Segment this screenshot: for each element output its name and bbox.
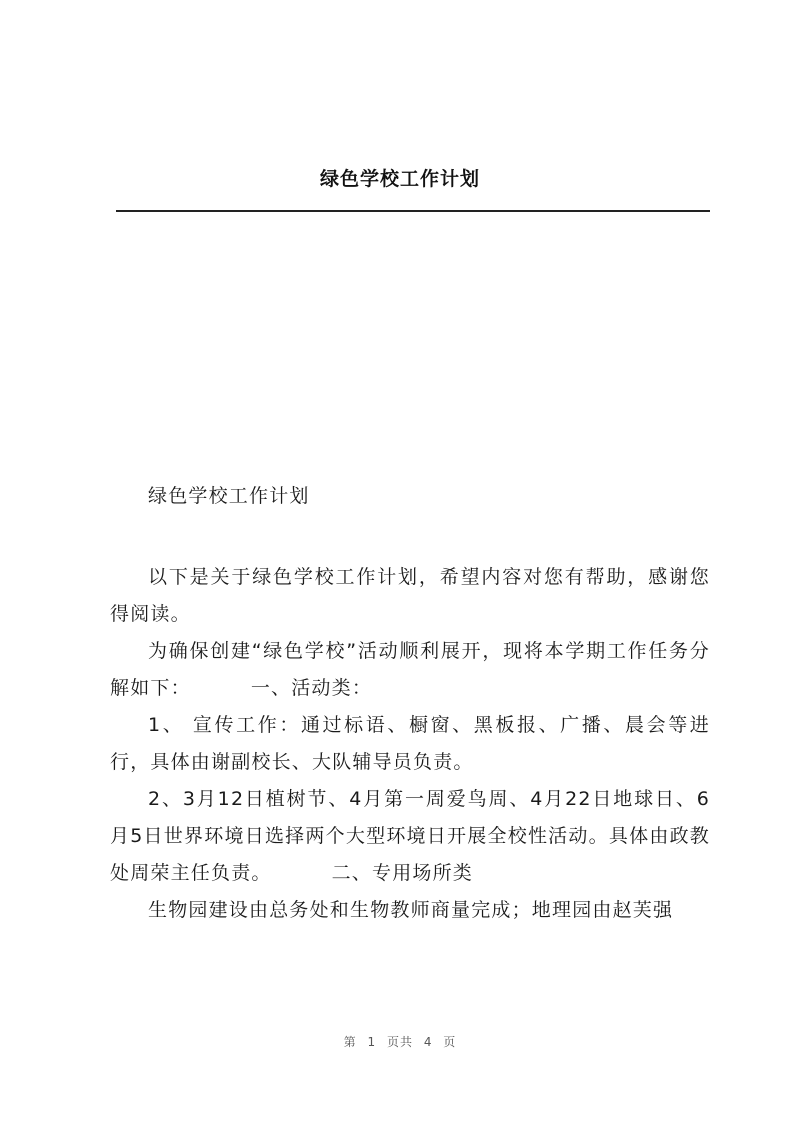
page-footer	[0, 1033, 800, 1050]
footer-current-page: 1	[367, 1035, 377, 1049]
publicity-paragraph: 1、 宣传工作：通过标语、橱窗、黑板报、广播、晨会等进行，具体由谢副校长、大队辅导员负责。	[110, 714, 710, 773]
garden-paragraph: 生物园建设由总务处和生物教师商量完成；地理园由赵芙强	[148, 899, 674, 921]
task-paragraph	[110, 633, 710, 707]
document-title: 绿色学校工作计划	[319, 168, 480, 190]
body-heading: 绿色学校工作计划	[148, 485, 310, 507]
document-body	[110, 478, 710, 929]
intro-paragraph: 以下是关于绿色学校工作计划，希望内容对您有帮助，感谢您得阅读。	[110, 566, 710, 625]
section-heading-activities: 一、活动类：	[250, 677, 373, 699]
footer-suffix: 页	[443, 1035, 457, 1049]
events-paragraph-text: 2、3月12日植树节、4月第一周爱鸟周、4月22日地球日、6月5日世界环境日选择两个大型环境日开展全校性活动。具体由政教处周荣主任负责。	[110, 788, 710, 884]
task-paragraph-text: 为确保创建“绿色学校”活动顺利展开，现将本学期工作任务分解如下：	[110, 640, 710, 699]
title-underline	[116, 210, 710, 212]
footer-prefix: 第	[343, 1035, 357, 1049]
section-heading-venues: 二、专用场所类	[331, 862, 474, 884]
footer-total-pages: 4	[423, 1035, 433, 1049]
footer-mid: 页共	[386, 1035, 413, 1049]
events-paragraph	[110, 781, 710, 892]
